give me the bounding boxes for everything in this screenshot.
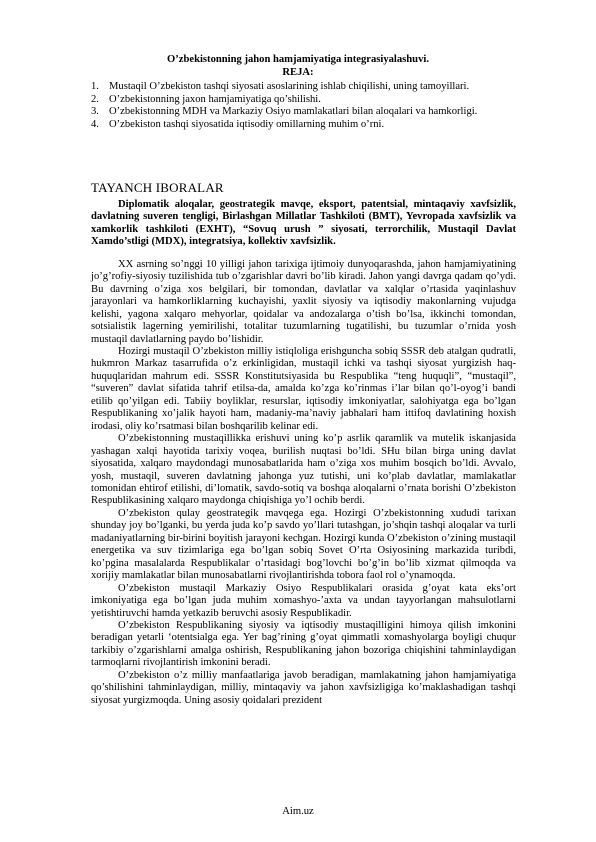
keywords-paragraph: Diplomatik aloqalar, geostrategik mavqe, eksport, patentsial, mintaqaviy xavfsizlik, davlatning suveren tengligi, Birlashgan Millatlar Tashkiloti (BMT), Yevropada xavfsizlik va xamkorlik tashkiloti (EXHT), “Sovuq urush ” siyosati, terrorchilik, Mustaqil Davlat Xamdo’stligi (MDX), integratsiya, kollektiv xavfsizlik. (91, 199, 516, 248)
plan-item-text: Mustaqil O’zbekiston tashqi siyosati asoslarining ishlab chiqilishi, uning tamoyillari. (109, 81, 470, 92)
body-paragraph: O’zbekistonning mustaqillikka erishuvi uning ko’p asrlik qaramlik va mutelik iskanjasida yashagan xalqi hayotida tarixiy voqea, burilish nuqtasi bo’ldi. SHu bilan birga uning davlat siyosatida, xalqaro maydondagi munosabatlarida ham o’ziga xos muhim bosqich bo’ldi. Avvalo, yosh, mustaqil, suveren davlatning jahonga yuz tutishi, uni ko’plab davlatlar, mamlakatlar tomonidan ehtirof etilishi, di’lomatik, savdo-sotiq va boshqa aloqalarni o’rnata borishi O’zbekiston Respublikasining xalqaro maydonga chiqishiga yo’l ochib berdi. (91, 433, 516, 507)
body-paragraph: Hozirgi mustaqil O’zbekiston milliy istiqloliga erishguncha sobiq SSSR deb atalgan qudratli, hukmron Markaz tasarrufida o’z erkinligidan, mustaqil ichki va tashqi siyosat yurgizish haq-huquqlaridan mahrum edi. SSSR Konstitutsiyasida bu Respublika “teng huquqli”, “mustaqil”, “suveren” davlat sifatida tahrif etilsa-da, amalda ko’zga ko’rinmas i’lar bilan qo’l-oyog’i bandi etilib qo’yilgan edi. Tabiiy boyliklar, resurslar, iqtisodiy imkoniyatlar, salohiyatga ega bo’lgan Respublikaning xo’jalik hayoti ham, madaniy-ma’naviy jabhalari ham ittifoq davlatining hoxish irodasi, oliy ko’rsatmasi bilan boshqarilib kelinar edi. (91, 345, 516, 432)
body-paragraph: XX asrning so’nggi 10 yilligi jahon tarixiga ijtimoiy dunyoqarashda, jahon hamjamiyatining jo’g’rofiy-siyosiy tuzilishida tub o’zgarishlar davri bo’lib kiradi. Jahon yangi davrga qadam qo’ydi. Bu davrning o’ziga xos belgilari, bir tomondan, davlatlar va xalqlar o’rtasida yaqinlashuv jarayonlari va hamkorliklarning kuchayishi, yaxlit siyosiy va iqtisodiy makonlarning vujudga kelishi, yagona xalqaro mehyorlar, qoidalar va andozalarga o’tish bo’lsa, ikkinchi tomondan, sotsialistik lagerning yemirilishi, totalitar tuzumlarning tugatilishi, bu tuzumlar o’rnida yosh mustaqil davlatlarning paydo bo’lishidir. (91, 258, 516, 345)
plan-item-text: O’zbekistonning MDH va Markaziy Osiyo mamlakatlari bilan aloqalari va hamkorligi. (109, 106, 478, 117)
keywords-heading: TAYANCH IBORALAR (91, 180, 224, 195)
plan-item-text: O’zbekiston tashqi siyosatida iqtisodiy omillarning muhim o’rni. (109, 118, 385, 130)
document-title: O’zbekistonning jahon hamjamiyatiga integrasiyalashuvi. (167, 54, 429, 65)
plan-item (91, 81, 477, 94)
plan-heading: REJA: (282, 67, 314, 78)
plan-list (91, 81, 477, 131)
plan-item (91, 94, 477, 107)
plan-item (91, 119, 477, 132)
body-paragraph: O’zbekiston o’z milliy manfaatlariga javob beradigan, mamlakatning jahon hamjamiyatiga qo’shilishini tahminlaydigan, milliy, mintaqaviy va jahon xavfsizligiga ko’maklashadigan tashqi siyosat yurgizmoqda. Uning asosiy qoidalari prezident (91, 669, 516, 706)
body-paragraph: O’zbekiston Respublikaning siyosiy va iqtisodiy mustaqilligini himoya qilish imkonini beradigan yetarli ‘otentsialga ega. Yer bag’rining g’oyat qimmatli xomashyolarga boyligi chuqur tarkibiy o’zgarishlarni amalga oshirish, Respublikaning jahon bozoriga chiqishini tahminlaydigan tarmoqlarni rivojlantirish imkonini beradi. (91, 619, 516, 669)
plan-item-number: 1. (91, 81, 99, 92)
body-paragraph: O’zbekiston qulay geostrategik mavqega ega. Hozirgi O’zbekistonning xududi tarixan shunday joy bo’lganki, bu yerda juda ko’p savdo yo’llari tutashgan, jo’shqin tashqi aloqalar va turli madaniyatlarning bir-birini boyitish jarayoni kechgan. Hozirgi kunda O’zbekiston o’zining mustaqil energetika va suv tizimlariga ega bo’lgan sobiq Sovet O’rta Osiyosining markazida turibdi, ko’pgina masalalarda Respublikalar o’rtasidagi bog’lovchi bo’g’in bo’lib xizmat qilmoqda va xorijiy mamlakatlar bilan munosabatlarni rivojlantirishda tobora faol rol o’ynamoqda. (91, 507, 516, 582)
body-paragraph: O’zbekiston mustaqil Markaziy Osiyo Respublikalari orasida g’oyat kata eks’ort imkoniyatiga ega bo’lgan juda muhim xomashyo-’axta va undan tayyorlangan mahsulotlarni yetishtiruvchi hamda yetkazib beruvchi asosiy Respublikadir. (91, 582, 516, 619)
plan-item-number: 4. (91, 118, 99, 130)
body-text (91, 199, 516, 707)
plan-item (91, 106, 477, 119)
plan-item-number: 3. (91, 106, 99, 117)
page-footer: Aim.uz (282, 806, 314, 817)
plan-item-number: 2. (91, 93, 99, 105)
plan-item-text: O’zbekistonning jaxon hamjamiyatiga qo’shilishi. (109, 93, 321, 105)
